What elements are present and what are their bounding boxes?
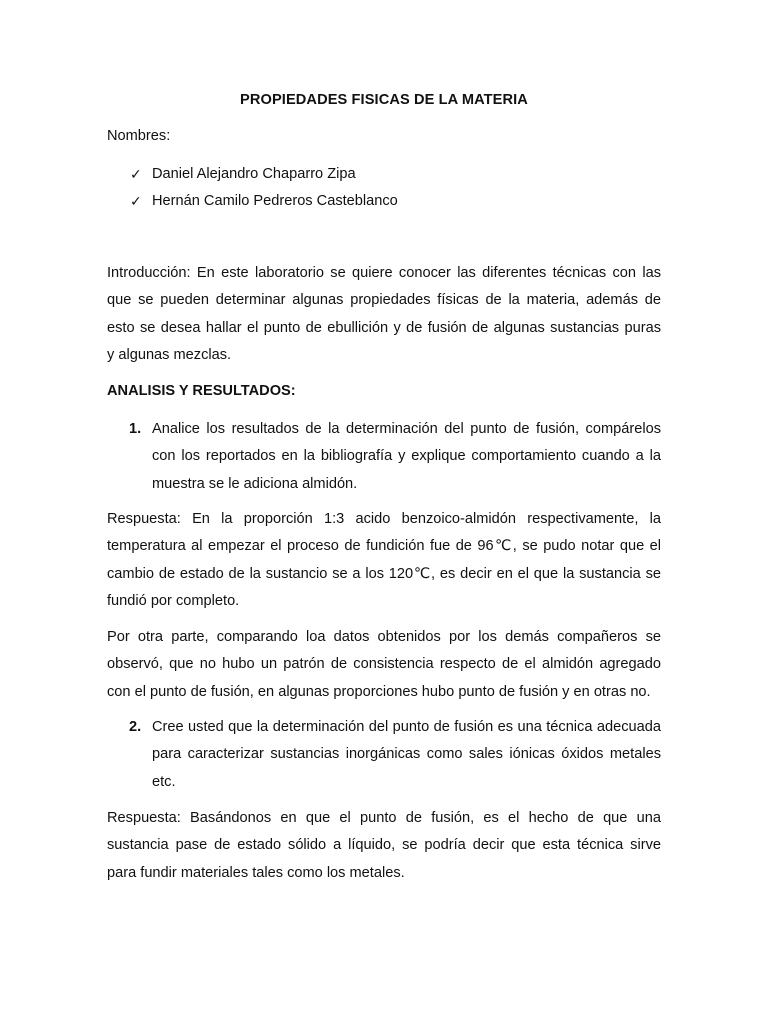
paragraph-line: observó, que no hubo un patrón de consistencia respecto de el almidón agregado [107, 656, 661, 673]
list-item [130, 191, 398, 218]
paragraph-line: sustancia pase de estado sólido a líquido, se podría decir que esta técnica sirve [107, 837, 661, 854]
question-number: 1. [129, 421, 142, 437]
question-number: 2. [129, 719, 142, 735]
section-heading: ANALISIS Y RESULTADOS: [107, 383, 296, 399]
paragraph-line: que se pueden determinar algunas propiedades físicas de la materia, además de [107, 292, 661, 309]
name-text: Daniel Alejandro Chaparro Zipa [152, 166, 356, 182]
question-text [152, 714, 661, 796]
question-text [152, 416, 661, 498]
paragraph-line: Respuesta: Basándonos en que el punto de fusión, es el hecho de que una [107, 810, 661, 826]
paragraph-line: temperatura al empezar el proceso de fundición fue de 96℃, se pudo notar que el [107, 538, 661, 555]
document-title: PROPIEDADES FISICAS DE LA MATERIA [240, 92, 528, 108]
introduction-paragraph [107, 260, 661, 369]
paragraph-line: Introducción: En este laboratorio se quiere conocer las diferentes técnicas con las [107, 265, 661, 281]
paragraph-line: fundió por completo. [107, 592, 240, 609]
paragraph-line: Respuesta: En la proporción 1:3 acido benzoico-almidón respectivamente, la [107, 511, 661, 527]
question-line: muestra se le adiciona almidón. [152, 475, 358, 492]
question-line: Analice los resultados de la determinación del punto de fusión, compárelos [152, 421, 661, 437]
answer-1-continuation-paragraph [107, 624, 661, 706]
names-list [130, 164, 398, 218]
question-line: con los reportados en la bibliografía y explique comportamiento cuando a la [152, 448, 661, 465]
check-icon: ✓ [130, 166, 142, 182]
answer-2-paragraph [107, 805, 661, 887]
names-label: Nombres: [107, 128, 171, 144]
paragraph-line: con el punto de fusión, en algunas proporciones hubo punto de fusión y en otras no. [107, 683, 651, 700]
paragraph-line: esto se desea hallar el punto de ebullición y de fusión de algunas sustancias puras [107, 319, 661, 336]
question-line: para caracterizar sustancias inorgánicas como sales iónicas óxidos metales [152, 746, 661, 763]
list-item [130, 164, 398, 191]
check-icon: ✓ [130, 193, 142, 209]
question-line: Cree usted que la determinación del punto de fusión es una técnica adecuada [152, 719, 661, 735]
paragraph-line: cambio de estado de la sustancio se a los 120℃, es decir en el que la sustancia se [107, 565, 661, 582]
name-text: Hernán Camilo Pedreros Casteblanco [152, 193, 398, 209]
paragraph-line: para fundir materiales tales como los metales. [107, 864, 405, 881]
paragraph-line: y algunas mezclas. [107, 346, 232, 363]
paragraph-line: Por otra parte, comparando loa datos obtenidos por los demás compañeros se [107, 629, 661, 645]
question-line: etc. [152, 773, 176, 790]
answer-1-paragraph [107, 506, 661, 615]
